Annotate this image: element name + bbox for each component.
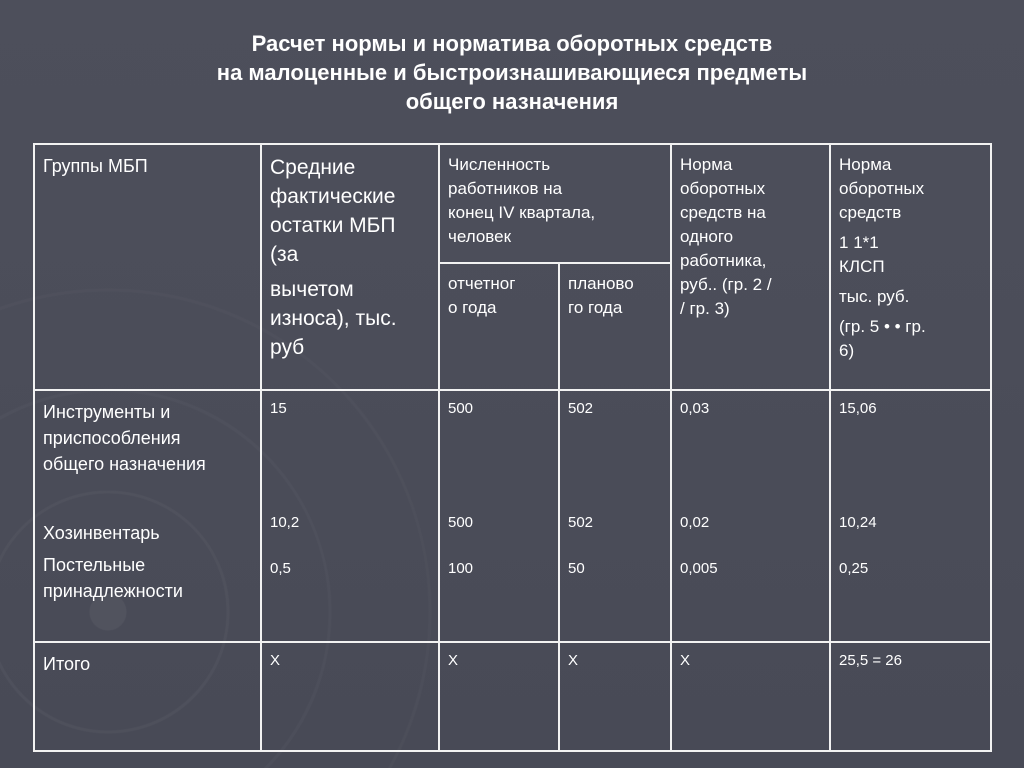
header-mbp-groups <box>34 144 261 390</box>
header-reporting-year-line-1: отчетног <box>448 274 516 293</box>
header-working-capital-norm-line-2: оборотных <box>839 179 925 198</box>
total-label: Итого <box>43 654 91 674</box>
header-norm-per-worker-line-5: работника, <box>680 251 767 270</box>
header-working-capital-norm-line-3: средств <box>839 203 902 222</box>
total-value-col4 <box>559 642 671 751</box>
working-capital-row-2: 10,24 <box>839 514 877 531</box>
total-value-col6 <box>830 642 991 751</box>
title-line-2: на малоценные и быстроизнашивающиеся предметы <box>216 60 808 85</box>
planned-year-row-2: 502 <box>568 514 594 531</box>
header-norm-per-worker-line-3: средств на <box>680 203 766 222</box>
norm-per-worker-values-cell <box>671 390 830 642</box>
working-capital-values-cell <box>830 390 991 642</box>
norm-per-worker-row-2: 0,02 <box>680 514 710 531</box>
group-row-3-line-1: Постельные <box>43 555 146 575</box>
header-average-balance-line-3: остатки МБП <box>270 214 396 237</box>
total-value-col2 <box>261 642 439 751</box>
header-average-balance <box>261 144 439 390</box>
header-norm-per-worker-line-4: одного <box>680 227 734 246</box>
header-norm-per-worker-line-2: оборотных <box>680 179 766 198</box>
header-average-balance-line-2: фактические <box>270 185 396 208</box>
mbp-groups-cell <box>34 390 261 642</box>
group-row-1-line-3: общего назначения <box>43 454 206 474</box>
avg-balance-row-2: 10,2 <box>270 514 300 531</box>
average-balance-values-cell <box>261 390 439 642</box>
total-col4-value: X <box>568 652 579 669</box>
mbp-calculation-table <box>33 143 992 752</box>
header-planned-year-line-2: го года <box>568 298 623 317</box>
title-line-1: Расчет нормы и норматива оборотных средств <box>251 31 773 56</box>
total-col3-value: X <box>448 652 459 669</box>
header-norm-per-worker <box>671 144 830 390</box>
header-row-1 <box>34 144 991 263</box>
group-row-3-line-2: принадлежности <box>43 581 183 601</box>
header-working-capital-norm-line-7: (гр. 5 • • гр. <box>839 317 926 336</box>
header-average-balance-line-4: (за <box>270 243 299 266</box>
header-average-balance-line-6: износа), тыс. <box>270 307 397 330</box>
header-working-capital-norm-line-5: КЛСП <box>839 257 885 276</box>
header-working-capital-norm-line-1: Норма <box>839 155 892 174</box>
header-working-capital-norm-line-8: 6) <box>839 341 855 360</box>
header-headcount-line-3: конец IV квартала, <box>448 203 596 222</box>
planned-year-values-cell <box>559 390 671 642</box>
working-capital-row-1: 15,06 <box>839 400 877 417</box>
total-col5-value: X <box>680 652 691 669</box>
group-row-1-line-2: приспособления <box>43 428 181 448</box>
header-headcount-line-4: человек <box>448 227 512 246</box>
norm-per-worker-row-1: 0,03 <box>680 400 710 417</box>
header-average-balance-line-5: вычетом <box>270 278 354 301</box>
header-working-capital-norm <box>830 144 991 390</box>
slide-title <box>0 29 1024 116</box>
total-value-col5 <box>671 642 830 751</box>
header-norm-per-worker-line-7: / гр. 3) <box>680 299 730 318</box>
header-reporting-year-line-2: о года <box>448 298 497 317</box>
planned-year-row-1: 502 <box>568 400 594 417</box>
header-reporting-year <box>439 263 559 390</box>
header-average-balance-line-7: руб <box>270 336 305 359</box>
planned-year-row-3: 50 <box>568 560 585 577</box>
reporting-year-row-3: 100 <box>448 560 474 577</box>
norm-per-worker-row-3: 0,005 <box>680 560 718 577</box>
avg-balance-row-1: 15 <box>270 400 287 417</box>
total-value-col3 <box>439 642 559 751</box>
header-headcount <box>439 144 671 263</box>
reporting-year-row-2: 500 <box>448 514 474 531</box>
header-mbp-groups-text: Группы МБП <box>43 156 148 176</box>
header-norm-per-worker-line-1: Норма <box>680 155 733 174</box>
total-col6-value: 25,5 = 26 <box>839 652 902 669</box>
header-headcount-line-1: Численность <box>448 155 551 174</box>
title-line-3: общего назначения <box>405 89 619 114</box>
reporting-year-row-1: 500 <box>448 400 474 417</box>
reporting-year-values-cell <box>439 390 559 642</box>
header-planned-year <box>559 263 671 390</box>
working-capital-row-3: 0,25 <box>839 560 869 577</box>
group-row-2-line-1: Хозинвентарь <box>43 523 160 543</box>
header-average-balance-line-1: Средние <box>270 156 356 179</box>
table-row <box>34 390 991 642</box>
total-col2-value: X <box>270 652 281 669</box>
total-row <box>34 642 991 751</box>
header-working-capital-norm-line-6: тыс. руб. <box>839 287 910 306</box>
total-label-cell <box>34 642 261 751</box>
header-norm-per-worker-line-6: руб.. (гр. 2 / <box>680 275 772 294</box>
header-planned-year-line-1: планово <box>568 274 634 293</box>
avg-balance-row-3: 0,5 <box>270 560 291 577</box>
header-headcount-line-2: работников на <box>448 179 563 198</box>
header-working-capital-norm-line-4: 1 1*1 <box>839 233 879 252</box>
group-row-1-line-1: Инструменты и <box>43 402 171 422</box>
